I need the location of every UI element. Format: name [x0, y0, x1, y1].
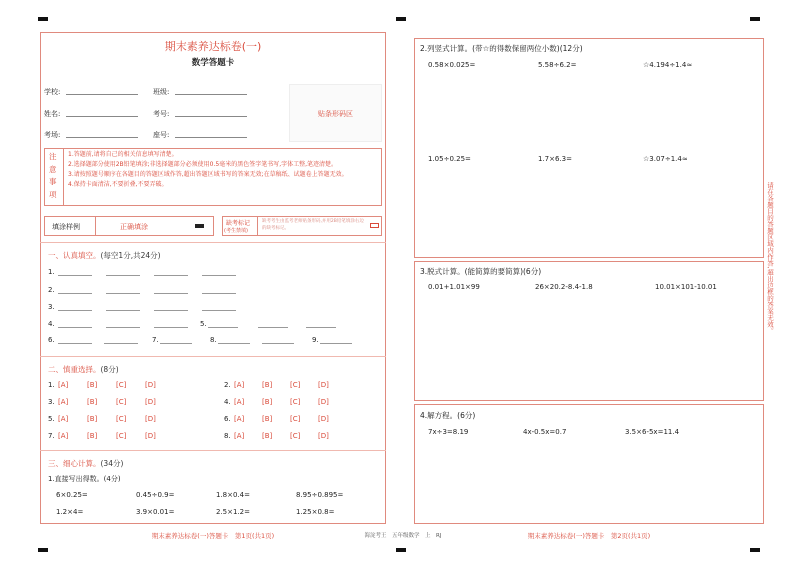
right-page-footer: 期末素养达标卷(一)答题卡 第2页(共1页)	[527, 532, 651, 540]
q-number: 1.	[48, 381, 55, 389]
answer-blank[interactable]	[106, 275, 140, 276]
question4-title: 4.解方程。(6分)	[420, 411, 476, 420]
calc-expression: 1.05÷0.25=	[428, 155, 471, 163]
option-b[interactable]: [B]	[262, 432, 273, 440]
q-number: 3.	[48, 398, 55, 406]
option-b[interactable]: [B]	[87, 415, 98, 423]
option-d[interactable]: [D]	[318, 398, 329, 406]
answer-blank[interactable]	[208, 327, 238, 328]
calc-expression: ☆4.194÷1.4≈	[643, 61, 693, 69]
q-number: 5.	[200, 320, 207, 328]
q-number: 3.	[48, 303, 55, 311]
calc-expression: 5.58÷6.2=	[538, 61, 577, 69]
question4-box	[414, 404, 764, 524]
calc-expression: 0.58×0.025=	[428, 61, 476, 69]
divider	[40, 356, 386, 357]
notes-label: 注 意 事 项	[49, 152, 57, 199]
name-label: 姓名:	[44, 110, 61, 118]
option-d[interactable]: [D]	[145, 415, 156, 423]
absent-sub-label: (考生禁填)	[224, 228, 248, 234]
option-a[interactable]: [A]	[58, 398, 69, 406]
note-line: 3.请按照题号顺序在各题目的答题区域作答,超出答题区域书写的答案无效;在草稿纸、试题卷上答题无效。	[68, 171, 348, 178]
note-line: 4.保持卡面清洁,不要折叠,不要弄破。	[68, 181, 168, 188]
barcode-area	[289, 84, 382, 142]
q-number: 7.	[48, 432, 55, 440]
q-number: 9.	[312, 336, 319, 344]
option-b[interactable]: [B]	[87, 381, 98, 389]
registration-mark	[750, 548, 760, 552]
q-number: 6.	[224, 415, 231, 423]
option-a[interactable]: [A]	[234, 432, 245, 440]
calc-expression: 2.5×1.2=	[216, 508, 250, 516]
option-b[interactable]: [B]	[262, 398, 273, 406]
option-d[interactable]: [D]	[145, 432, 156, 440]
answer-blank[interactable]	[306, 327, 336, 328]
publisher-footer: 海淀考王 五年级数学 上 RJ	[364, 533, 442, 539]
option-c[interactable]: [C]	[290, 398, 301, 406]
q-number: 4.	[48, 320, 55, 328]
calc-expression: 1.8×0.4=	[216, 491, 250, 499]
option-a[interactable]: [A]	[234, 415, 245, 423]
q-number: 5.	[48, 415, 55, 423]
registration-mark	[396, 548, 406, 552]
registration-mark	[38, 548, 48, 552]
option-c[interactable]: [C]	[290, 432, 301, 440]
answer-blank[interactable]	[262, 343, 294, 344]
q-number: 6.	[48, 336, 55, 344]
answer-blank[interactable]	[106, 293, 140, 294]
calc-expression: ☆3.07÷1.4≈	[643, 155, 688, 163]
answer-blank[interactable]	[154, 275, 188, 276]
answer-blank[interactable]	[104, 343, 138, 344]
school-field[interactable]	[66, 94, 138, 95]
option-b[interactable]: [B]	[87, 432, 98, 440]
answer-blank[interactable]	[320, 343, 352, 344]
option-d[interactable]: [D]	[318, 381, 329, 389]
answer-blank[interactable]	[154, 327, 188, 328]
answer-blank[interactable]	[218, 343, 250, 344]
venue-field[interactable]	[66, 137, 138, 138]
notes-text	[68, 150, 380, 190]
fill-sample-label: 填涂样例	[52, 223, 80, 231]
absent-note: 缺考考生由监考老师贴条形码,并用2B铅笔填涂右边的缺考标记。	[262, 219, 364, 231]
option-c[interactable]: [C]	[290, 415, 301, 423]
registration-mark	[38, 17, 48, 21]
question3-title: 3.脱式计算。(能简算的要简算)(6分)	[420, 267, 542, 276]
calc-expression: 3.9×0.01=	[136, 508, 175, 516]
option-c[interactable]: [C]	[116, 398, 127, 406]
q-number: 2.	[224, 381, 231, 389]
registration-mark	[750, 17, 760, 21]
answer-blank[interactable]	[58, 310, 92, 311]
class-field[interactable]	[175, 94, 247, 95]
divider	[40, 242, 386, 243]
answer-blank[interactable]	[258, 327, 288, 328]
answer-blank[interactable]	[154, 293, 188, 294]
answer-blank[interactable]	[106, 327, 140, 328]
answer-blank[interactable]	[58, 327, 92, 328]
venue-label: 考场:	[44, 131, 61, 139]
option-a[interactable]: [A]	[58, 415, 69, 423]
answer-blank[interactable]	[58, 343, 92, 344]
equation: 7x÷3=8.19	[428, 428, 469, 436]
calc-expression: 8.95÷0.895=	[296, 491, 344, 499]
exam-title: 期末素养达标卷(一)	[164, 40, 262, 53]
calc-expression: 1.25×0.8=	[296, 508, 335, 516]
question2-box	[414, 38, 764, 258]
option-a[interactable]: [A]	[58, 432, 69, 440]
equation: 4x-0.5x=0.7	[523, 428, 567, 436]
answer-blank[interactable]	[202, 275, 236, 276]
section2-title: 二、慎重选择。(8分)	[48, 365, 119, 374]
exam-number-label: 考号:	[153, 110, 170, 118]
class-label: 班级:	[153, 88, 170, 96]
name-field[interactable]	[66, 116, 138, 117]
seat-label: 座号:	[153, 131, 170, 139]
registration-mark	[396, 17, 406, 21]
absent-label: 缺考标记	[226, 220, 251, 227]
calc-expression: 0.01+1.01×99	[428, 283, 480, 291]
divider	[40, 450, 386, 451]
q-number: 8.	[224, 432, 231, 440]
side-note: 请在各题目的答题区域内作答,超出边框的答案无效。	[766, 182, 774, 334]
answer-blank[interactable]	[154, 310, 188, 311]
question3-box	[414, 261, 764, 401]
calc-expression: 26×20.2-8.4-1.8	[535, 283, 593, 291]
seat-field[interactable]	[175, 137, 247, 138]
calc-expression: 0.45÷0.9=	[136, 491, 175, 499]
option-b[interactable]: [B]	[87, 398, 98, 406]
equation: 3.5×6-5x=11.4	[625, 428, 680, 436]
section1-title: 一、认真填空。(每空1分,共24分)	[48, 251, 161, 260]
option-a[interactable]: [A]	[234, 398, 245, 406]
barcode-label: 贴条形码区	[318, 110, 353, 118]
option-c[interactable]: [C]	[116, 415, 127, 423]
answer-blank[interactable]	[58, 293, 92, 294]
question2-title: 2.列竖式计算。(带☆的得数保留两位小数)(12分)	[420, 44, 583, 53]
calc-expression: 10.01×101-10.01	[655, 283, 717, 291]
option-c[interactable]: [C]	[290, 381, 301, 389]
option-a[interactable]: [A]	[58, 381, 69, 389]
option-a[interactable]: [A]	[234, 381, 245, 389]
answer-card-subtitle: 数学答题卡	[191, 58, 235, 68]
q-number: 7.	[152, 336, 159, 344]
section3-title: 三、细心计算。(34分)	[48, 459, 124, 468]
option-d[interactable]: [D]	[318, 415, 329, 423]
option-b[interactable]: [B]	[262, 381, 273, 389]
note-line: 1.答题前,请将自己的相关信息填写清楚。	[68, 151, 178, 158]
option-c[interactable]: [C]	[116, 381, 127, 389]
filled-sample-mark	[195, 224, 204, 228]
answer-blank[interactable]	[106, 310, 140, 311]
correct-fill-label: 正确填涂	[120, 223, 148, 231]
q-number: 2.	[48, 286, 55, 294]
q-number: 8.	[210, 336, 217, 344]
answer-blank[interactable]	[160, 343, 192, 344]
calc-expression: 6×0.25=	[56, 491, 88, 499]
option-c[interactable]: [C]	[116, 432, 127, 440]
answer-blank[interactable]	[202, 293, 236, 294]
option-d[interactable]: [D]	[145, 381, 156, 389]
calc-expression: 1.2×4=	[56, 508, 84, 516]
answer-blank[interactable]	[58, 275, 92, 276]
left-page-footer: 期末素养达标卷(一)答题卡 第1页(共1页)	[151, 532, 275, 540]
calc-expression: 1.7×6.3=	[538, 155, 572, 163]
option-d[interactable]: [D]	[145, 398, 156, 406]
q-number: 1.	[48, 268, 55, 276]
school-label: 学校:	[44, 88, 61, 96]
answer-blank[interactable]	[202, 310, 236, 311]
option-b[interactable]: [B]	[262, 415, 273, 423]
note-line: 2.选择题部分使用2B铅笔填涂;非选择题部分必须使用0.5毫米的黑色签字笔书写,字体工整,笔迹清楚。	[68, 161, 338, 168]
option-d[interactable]: [D]	[318, 432, 329, 440]
absent-checkbox[interactable]	[370, 223, 379, 228]
q-number: 4.	[224, 398, 231, 406]
exam-number-field[interactable]	[175, 116, 247, 117]
q1-instruction: 1.直接写出得数。(4分)	[48, 475, 121, 483]
